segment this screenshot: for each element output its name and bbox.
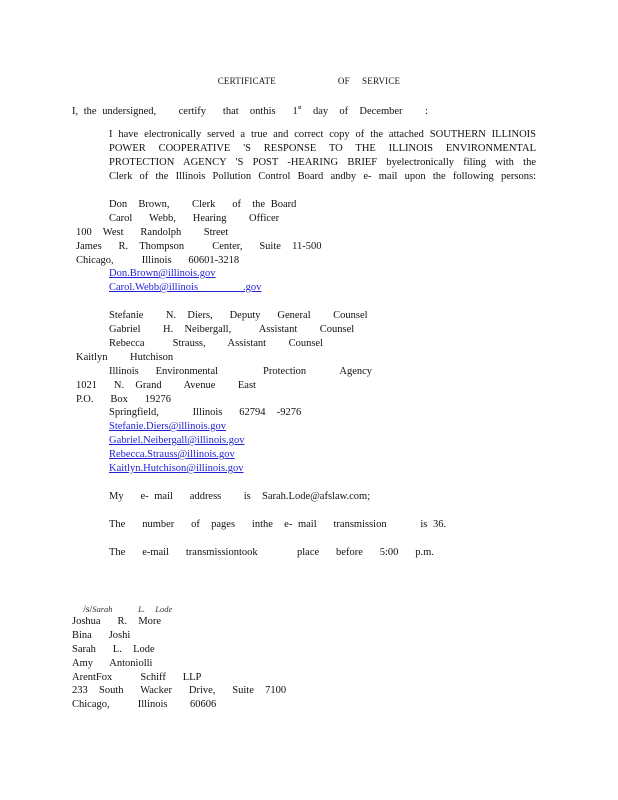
certification-statement [72, 101, 428, 119]
signer-line: Amy Antoniolli [72, 658, 153, 669]
email-link-don-brown[interactable]: Don.Brown@illinois.gov [109, 268, 216, 279]
paragraph-line: PROTECTION AGENCY 'S POST -HEARING BRIEF byelectronically filing with the [109, 157, 536, 168]
recipient-name: Gabriel H. Neibergall, Assistant Counsel [109, 324, 355, 335]
address-line: 1021 N. Grand Avenue East [76, 380, 256, 391]
paragraph-line: POWER COOPERATIVE 'S RESPONSE TO THE ILLINOIS ENVIRONMENTAL [109, 143, 536, 154]
address-line: 100 West Randolph Street [76, 227, 229, 238]
signer-line: Joshua R. More [72, 616, 162, 627]
intro-tail: day of December : [301, 106, 428, 117]
recipient-name: Don Brown, Clerk of the Board [109, 199, 297, 210]
address-line: Chicago, Illinois 60601-3218 [76, 255, 240, 266]
page-count-statement: The number of pages inthe e- mail transmission is 36. [109, 519, 447, 530]
firm-name: ArentFox Schiff LLP [72, 672, 202, 683]
recipient-name: Carol Webb, Hearing Officer [109, 213, 280, 224]
signature-mark: /s/ [83, 605, 93, 615]
recipient-name: Stefanie N. Diers, Deputy General Counsel [109, 310, 368, 321]
email-link-carol-webb[interactable]: Carol.Webb@illinois .gov [109, 282, 262, 293]
agency-name: Illinois Environmental Protection Agency [109, 366, 373, 377]
title-of-service: OF SERVICE [337, 76, 401, 86]
transmission-time-statement: The e-mail transmissiontook place before 5:00 p.m. [109, 547, 434, 558]
signer-line: Bina Joshi [72, 630, 131, 641]
paragraph-line: I have electronically served a true and correct copy of the attached SOUTHERN ILLINOIS [109, 129, 536, 140]
address-line: P.O. Box 19276 [76, 394, 172, 405]
service-paragraph [109, 128, 536, 184]
firm-address-line: 233 South Wacker Drive, Suite 7100 [72, 685, 287, 696]
firm-address-line: Chicago, Illinois 60606 [72, 699, 217, 710]
recipient-name: Kaitlyn Hutchison [76, 352, 174, 363]
address-line: James R. Thompson Center, Suite 11-500 [76, 241, 322, 252]
intro-ordinal: st [297, 105, 302, 111]
sender-email-statement: My e- mail address is Sarah.Lode@afslaw.com; [109, 491, 371, 502]
paragraph-line: Clerk of the Illinois Pollution Control Board andby e- mail upon the following persons: [109, 171, 536, 182]
email-link-kaitlyn-hutchison[interactable]: Kaitlyn.Hutchison@illinois.gov [109, 463, 244, 474]
email-link-gabriel-neibergall[interactable]: Gabriel.Neibergall@illinois.gov [109, 435, 245, 446]
title-certificate: CERTIFICATE [217, 76, 276, 86]
address-line: Springfield, Illinois 62794 -9276 [109, 407, 302, 418]
document-title [0, 74, 618, 88]
intro-text: I, the undersigned, certify that onthis 1 [72, 106, 298, 117]
recipient-name: Rebecca Strauss, Assistant Counsel [109, 338, 323, 349]
email-link-rebecca-strauss[interactable]: Rebecca.Strauss@illinois.gov [109, 449, 235, 460]
signer-line: Sarah L. Lode [72, 644, 155, 655]
electronic-signature [72, 588, 172, 617]
email-link-stefanie-diers[interactable]: Stefanie.Diers@illinois.gov [109, 421, 226, 432]
signature-name: Sarah L. Lode [92, 604, 173, 614]
